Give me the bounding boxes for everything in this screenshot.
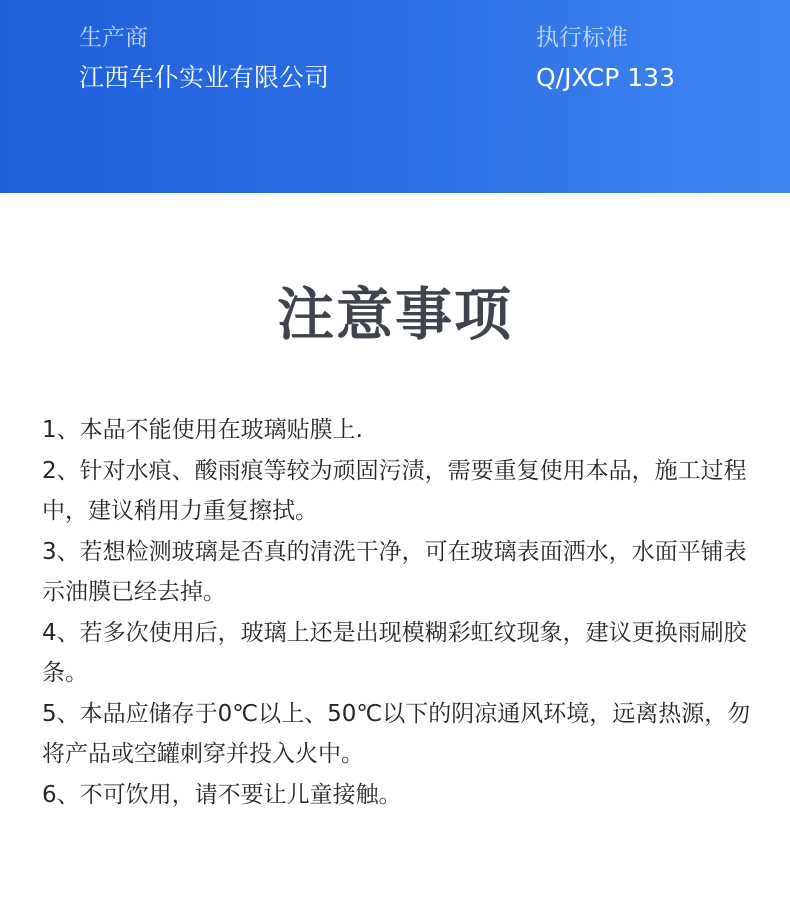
note-item-6: 6、不可饮用，请不要让儿童接触。 [42,782,402,808]
page-title: 注意事项 [277,282,513,348]
manufacturer-block [79,22,329,96]
notes-list [42,410,754,816]
note-item-3: 3、若想检测玻璃是否真的清洗干净，可在玻璃表面洒水，水面平铺表示油膜已经去掉。 [42,539,747,605]
note-item-5: 5、本品应储存于0℃以上、50℃以下的阴凉通风环境，远离热源，勿将产品或空罐刺穿并投入火中。 [42,701,751,767]
manufacturer-label: 生产商 [79,25,148,51]
standard-label: 执行标准 [536,25,628,51]
note-item-1: 1、本品不能使用在玻璃贴膜上. [42,417,363,443]
note-item-4: 4、若多次使用后，玻璃上还是出现模糊彩虹纹现象，建议更换雨刷胶条。 [42,620,747,686]
standard-block [536,22,675,96]
header-banner [0,0,790,193]
note-item-2: 2、针对水痕、酸雨痕等较为顽固污渍，需要重复使用本品，施工过程中，建议稍用力重复擦拭。 [42,458,747,524]
manufacturer-value: 江西车仆实业有限公司 [79,63,330,92]
standard-value: Q/JXCP 133 [536,63,675,92]
